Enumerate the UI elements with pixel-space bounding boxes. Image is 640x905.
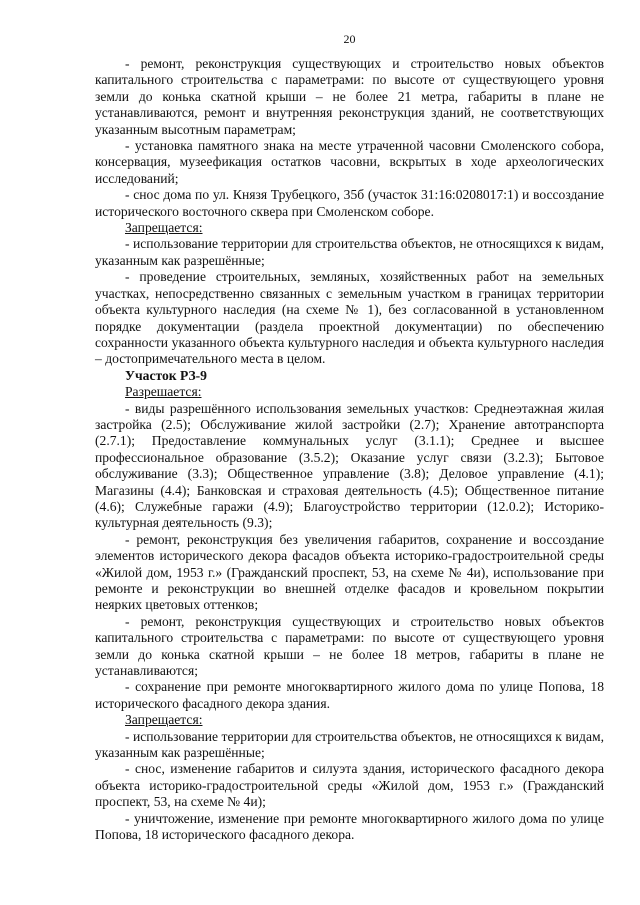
paragraph-rz8-demolition: - снос дома по ул. Князя Трубецкого, 35б (участок 31:16:0208017:1) и воссоздание исторического восточного сквера при Смоленском соборе. (95, 187, 604, 219)
paragraph-rz9-prohibited-destruction: - уничтожение, изменение при ремонте многоквартирного жилого дома по улице Попова, 18 исторического фасадного декора. (95, 810, 604, 843)
label-rz9-prohibited: Запрещается: (125, 712, 203, 728)
section-heading-rz9: Участок РЗ-9 (125, 367, 207, 383)
label-rz8-prohibited: Запрещается: (125, 220, 203, 236)
paragraph-rz9-popova-preservation: - сохранение при ремонте многоквартирного жилого дома по улице Попова, 18 исторического фасадного декора здания. (95, 679, 604, 711)
label-rz9-allowed: Разрешается: (125, 384, 202, 400)
paragraph-rz9-prohibited-use: - использование территории для строительства объектов, не относящихся к видам, указанным как разрешённые; (95, 728, 604, 761)
page-number: 20 (343, 32, 356, 46)
paragraph-rz8-prohibited-works: - проведение строительных, земляных, хозяйственных работ на земельных участках, непосредственно связанных с земельным участком в границах территории объекта культурного наследия (на схеме № 1), без согласованной в установленном порядке документации (раздела проектной документации) по обеспечению сохранности указанного объекта культурного наследия и объекта культурного наследия – достопримечательного места в целом. (95, 269, 604, 367)
paragraph-rz8-allowed-construction: - ремонт, реконструкция существующих и строительство новых объектов капитального строительства с параметрами: по высоте от существующего уровня земли до конька скатной крыши – не более 21 метра, габариты в плане не устанавливаются, ремонт и внутренняя реконструкция зданий, не соответствующих указанным высотным параметрам; (95, 56, 604, 137)
paragraph-rz8-memorial-sign: - установка памятного знака на месте утраченной часовни Смоленского собора, консервация, музеефикация остатков часовни, вскрытых в ходе археологических исследований; (95, 138, 604, 186)
paragraph-rz9-construction-params: - ремонт, реконструкция существующих и строительство новых объектов капитального строительства с параметрами: по высоте от существующего уровня земли до конька скатной крыши – не более 18 метров, габариты в плане не устанавливаются; (95, 613, 604, 679)
paragraph-rz8-prohibited-use: - использование территории для строительства объектов, не относящихся к видам, указанным как разрешённые; (95, 236, 604, 268)
paragraph-rz9-land-use-types: - виды разрешённого использования земельных участков: Среднеэтажная жилая застройка (2.5); Обслуживание жилой застройки (2.7); Хранение автотранспорта (2.7.1); Предоставление коммунальных услуг (3.1.1); Среднее и высшее профессиональное образование (3.5.2); Оказание услуг связи (3.2.3); Бытовое обслуживание (3.3); Общественное управление (3.8); Деловое управление (4.1); Магазины (4.4); Банковская и страховая деятельность (4.5); Общественное питание (4.6); Служебные гаражи (4.9); Благоустройство территории (12.0.2); Историко-культурная деятельность (9.3); (95, 400, 604, 531)
paragraph-rz9-prohibited-demolition: - снос, изменение габаритов и силуэта здания, исторического фасадного декора объекта историко-градостроительной среды «Жилой дом, 1953 г.» (Гражданский проспект, 53, на схеме № 4и); (95, 761, 604, 810)
paragraph-rz9-facade-decor: - ремонт, реконструкция без увеличения габаритов, сохранение и воссоздание элементов исторического декора фасадов объекта историко-градостроительной среды «Жилой дом, 1953 г.» (Гражданский проспект, 53, на схеме № 4и), использование при ремонте и реконструкции во внешней отделке фасадов и кровельном покрытии неярких цветовых оттенков; (95, 531, 604, 613)
